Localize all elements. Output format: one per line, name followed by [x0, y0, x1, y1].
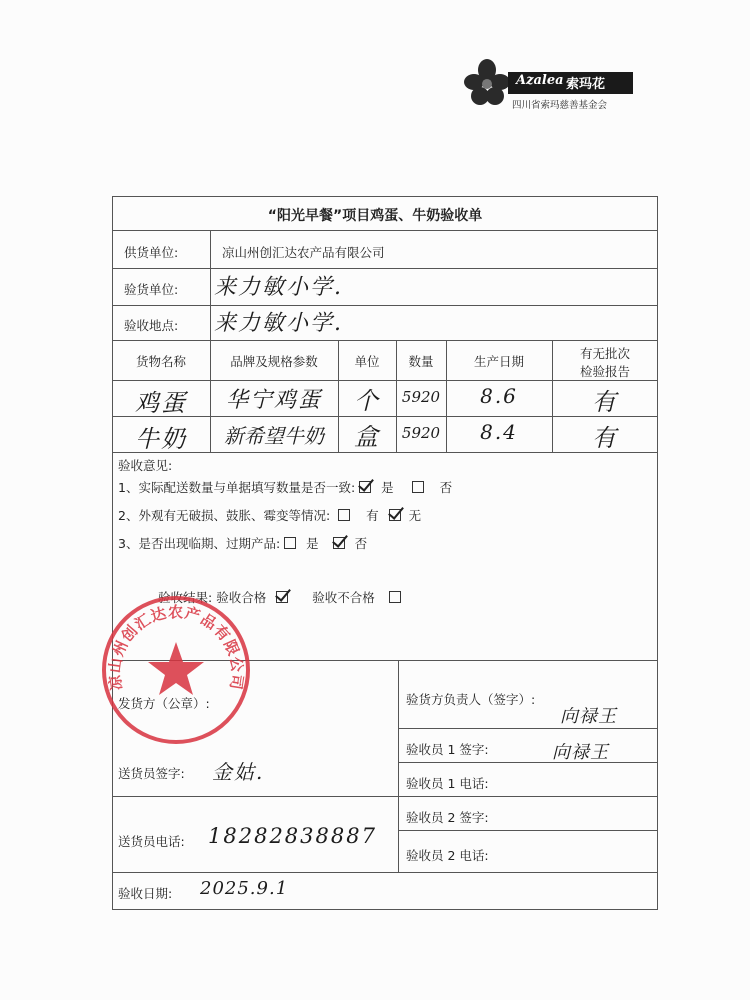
question-1-checkbox-no[interactable] [412, 481, 424, 493]
inspector1-phone-label: 验收员 1 电话: [406, 776, 489, 791]
header-report-line2: 检验报告 [579, 364, 630, 379]
courier-signature: 金姑. [212, 760, 265, 784]
acceptance-date-label: 验收日期: [118, 886, 173, 901]
form-title: “阳光早餐”项目鸡蛋、牛奶验收单 [267, 208, 483, 224]
question-2-text: 2、外观有无破损、鼓胀、霉变等情况: [118, 508, 331, 523]
header-quantity: 数量 [408, 354, 434, 369]
logo-brand: Azalea [516, 73, 564, 88]
row2-unit: 盒 [354, 423, 380, 451]
logo-brand-cn: 索玛花 [566, 77, 606, 92]
seal-company-text: 凉山州创汇达农产品有限公司 [105, 603, 247, 692]
shipper-seal-label: 发货方（公章）: [118, 696, 210, 711]
courier-sign-label: 送货员签字: [118, 766, 185, 781]
acceptance-form [112, 196, 658, 910]
result-label: 验收结果: [158, 590, 213, 605]
supplier-value: 凉山州创汇达农产品有限公司 [222, 245, 385, 260]
receiver-lead-signature: 向禄王 [560, 706, 617, 727]
row2-production-date: 8.4 [480, 420, 518, 444]
row1-unit: 个 [354, 387, 380, 415]
company-seal [98, 592, 254, 748]
inspector1-signature: 向禄王 [552, 742, 609, 763]
azalea-logo [464, 58, 634, 110]
row1-report: 有 [592, 388, 618, 416]
header-report-line1: 有无批次 [579, 346, 630, 361]
location-label: 验收地点: [124, 318, 179, 333]
receiver-unit-value: 来力敏小学. [214, 275, 343, 300]
question-3-no-label: 否 [354, 536, 368, 551]
acceptance-date-value: 2025.9.1 [200, 878, 289, 899]
question-1-text: 1、实际配送数量与单据填写数量是否一致: [118, 480, 356, 495]
logo-foundation: 四川省索玛慈善基金会 [512, 100, 608, 111]
question-1 [118, 478, 452, 496]
question-3-checkbox-no[interactable] [333, 537, 345, 549]
location-value: 来力敏小学. [214, 311, 343, 336]
receiver-lead-label: 验货方负责人（签字）: [406, 692, 536, 707]
row2-report: 有 [592, 424, 618, 452]
question-1-yes-label: 是 [381, 480, 394, 495]
result-fail-label: 验收不合格 [312, 590, 375, 605]
question-2-checkbox-no[interactable] [389, 509, 401, 521]
question-2-checkbox-yes[interactable] [338, 509, 350, 521]
row1-brand: 华宁鸡蛋 [225, 388, 322, 413]
question-2-no-label: 无 [408, 508, 422, 523]
receiver-unit-label: 验货单位: [124, 282, 179, 297]
inspector1-sign-label: 验收员 1 签字: [406, 742, 489, 757]
question-3 [118, 534, 367, 552]
question-2-yes-label: 有 [366, 508, 379, 523]
row1-production-date: 8.6 [480, 384, 518, 408]
question-1-no-label: 否 [439, 480, 453, 495]
supplier-label: 供货单位: [124, 245, 179, 260]
row2-brand: 新希望牛奶 [224, 424, 324, 448]
courier-phone-value: 18282838887 [208, 824, 377, 848]
inspector2-sign-label: 验收员 2 签字: [406, 810, 489, 825]
row1-quantity: 5920 [401, 388, 441, 406]
result-pass-checkbox[interactable] [276, 591, 288, 603]
header-unit: 单位 [354, 354, 380, 369]
question-3-yes-label: 是 [306, 536, 319, 551]
question-3-checkbox-yes[interactable] [284, 537, 296, 549]
inspector2-phone-label: 验收员 2 电话: [406, 848, 489, 863]
header-brand-spec: 品牌及规格参数 [230, 354, 318, 369]
courier-phone-label: 送货员电话: [118, 834, 185, 849]
opinions-heading: 验收意见: [118, 458, 173, 473]
question-1-checkbox-yes[interactable] [359, 481, 371, 493]
row2-goods-name: 牛奶 [135, 425, 187, 453]
question-2 [118, 506, 421, 524]
header-production-date: 生产日期 [473, 354, 524, 369]
seal-star-icon [148, 642, 204, 695]
result-pass-label: 验收合格 [216, 590, 267, 605]
result-fail-checkbox[interactable] [389, 591, 401, 603]
row1-goods-name: 鸡蛋 [135, 389, 187, 417]
azalea-flower-icon [464, 58, 510, 108]
question-3-text: 3、是否出现临期、过期产品: [118, 536, 281, 551]
row2-quantity: 5920 [401, 424, 441, 442]
header-goods-name: 货物名称 [135, 354, 186, 369]
